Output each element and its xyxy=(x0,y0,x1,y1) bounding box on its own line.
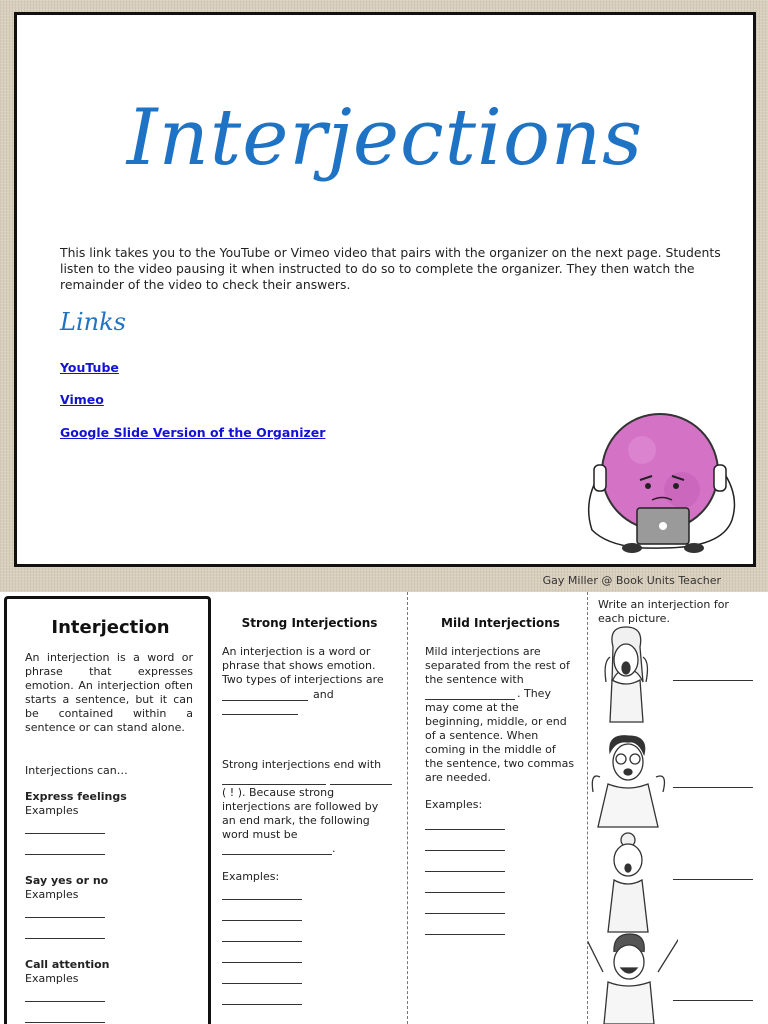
title-slide xyxy=(14,12,756,567)
strong-interjections-title: Strong Interjections xyxy=(241,616,378,630)
links-heading: Links xyxy=(60,308,126,336)
answer-blank[interactable] xyxy=(222,899,302,900)
mild-interjections-title: Mild Interjections xyxy=(441,616,560,630)
period: . xyxy=(332,842,336,855)
answer-blank[interactable] xyxy=(222,983,302,984)
section-examples: Examples xyxy=(25,804,79,817)
answer-blank[interactable] xyxy=(673,787,753,788)
picture-prompt: Write an interjection for each picture. xyxy=(598,598,729,625)
answer-blank[interactable] xyxy=(222,700,308,701)
section-heading: Say yes or no xyxy=(25,874,109,887)
answer-blank[interactable] xyxy=(425,913,505,914)
section-heading: Call attention xyxy=(25,958,110,971)
answer-blank[interactable] xyxy=(425,871,505,872)
interjection-panel xyxy=(4,596,211,1024)
section-examples: Examples xyxy=(25,888,79,901)
google-slide-link[interactable]: Google Slide Version of the Organizer xyxy=(60,425,326,440)
answer-blank[interactable] xyxy=(425,892,505,893)
mascot-laptop-illustration xyxy=(572,410,742,560)
strong-examples-label: Examples: xyxy=(222,870,280,883)
answer-blank[interactable] xyxy=(425,829,505,830)
fold-line xyxy=(407,592,408,1024)
answer-blank[interactable] xyxy=(222,920,302,921)
organizer-sheet xyxy=(0,592,768,1024)
strong-text-3: ( ! ). Because strong interjections are followed by an end mark, the following word must be xyxy=(222,786,379,841)
strong-text-2: Strong interjections end with xyxy=(222,758,382,771)
vimeo-link[interactable]: Vimeo xyxy=(60,392,104,407)
section-heading: Express feelings xyxy=(25,790,127,803)
answer-blank[interactable] xyxy=(25,917,105,918)
page-title: Interjections xyxy=(126,93,644,183)
answer-blank[interactable] xyxy=(673,1000,753,1001)
mild-text-1: Mild interjections are separated from the rest of the sentence with xyxy=(425,645,570,686)
children-illustrations xyxy=(588,622,678,1024)
answer-blank[interactable] xyxy=(425,934,505,935)
answer-blank[interactable] xyxy=(673,680,753,681)
answer-blank[interactable] xyxy=(222,962,302,963)
answer-blank[interactable] xyxy=(25,1001,105,1002)
intro-paragraph: This link takes you to the YouTube or Vimeo video that pairs with the organizer on the next page. Students listen to the video pausing it when instructed to do so to complete the organizer. They then watch the remainder of the video to check their answers. xyxy=(60,245,721,292)
author-credit: Gay Miller @ Book Units Teacher xyxy=(542,574,721,587)
answer-blank[interactable] xyxy=(222,941,302,942)
answer-blank[interactable] xyxy=(673,879,753,880)
answer-blank[interactable] xyxy=(222,784,326,785)
answer-blank[interactable] xyxy=(25,833,105,834)
youtube-link[interactable]: YouTube xyxy=(60,360,119,375)
answer-blank[interactable] xyxy=(222,854,332,855)
mild-examples-label: Examples: xyxy=(425,798,483,811)
interjections-can-label: Interjections can… xyxy=(25,764,128,777)
definition-text: An interjection is a word or phrase that expresses emotion. An interjection often starts a sentence, but it can be contained within a sentence or can stand alone. xyxy=(25,651,193,734)
panel-title: Interjection xyxy=(51,617,170,638)
answer-blank[interactable] xyxy=(425,850,505,851)
answer-blank[interactable] xyxy=(222,1004,302,1005)
answer-blank[interactable] xyxy=(222,714,298,715)
and-word: and xyxy=(313,688,334,701)
answer-blank[interactable] xyxy=(25,938,105,939)
answer-blank[interactable] xyxy=(25,854,105,855)
answer-blank[interactable] xyxy=(25,1022,105,1023)
strong-text-1: An interjection is a word or phrase that shows emotion. Two types of interjections are xyxy=(222,645,384,686)
mild-text-2: . They may come at the beginning, middle, or end of a sentence. When coming in the middle of the sentence, two commas are needed. xyxy=(425,687,575,784)
section-examples: Examples xyxy=(25,972,79,985)
answer-blank[interactable] xyxy=(330,784,392,785)
